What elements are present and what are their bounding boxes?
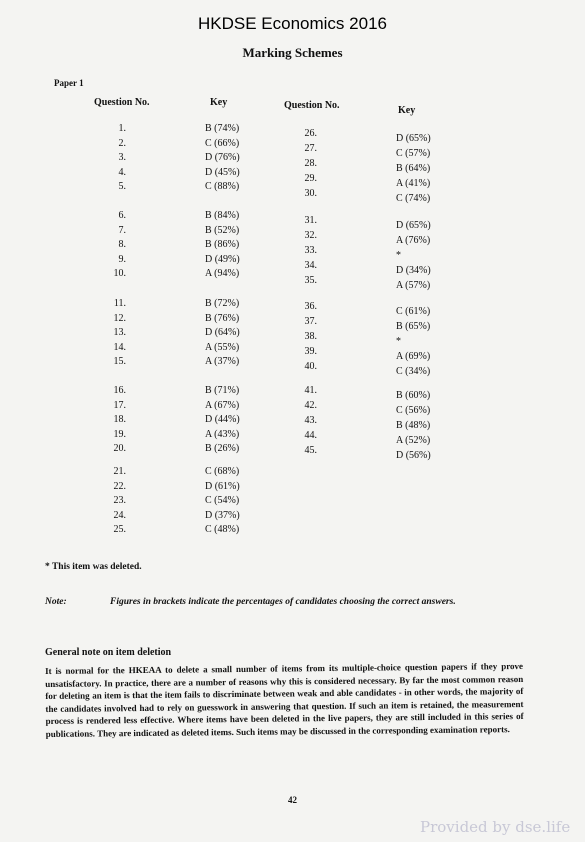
question-number: 9. (118, 253, 126, 265)
question-number: 13. (113, 327, 126, 338)
answer-key: C (54%) (205, 495, 240, 506)
answer-key: * (396, 336, 401, 348)
page-subtitle: Marking Schemes (242, 45, 343, 60)
answer-key: A (76%) (396, 235, 431, 247)
question-number: 38. (304, 331, 317, 343)
answer-key: D (64%) (205, 327, 240, 338)
answer-key: D (65%) (396, 133, 431, 144)
answer-key: C (88%) (205, 181, 240, 192)
question-number: 39. (304, 346, 317, 358)
answer-key: D (37%) (205, 509, 240, 521)
answer-key: A (43%) (205, 428, 240, 440)
question-number: 2. (118, 137, 126, 149)
answer-key: D (56%) (396, 450, 431, 462)
question-number: 40. (304, 361, 317, 373)
answer-key: * (396, 250, 401, 262)
question-number: 24. (113, 509, 126, 521)
question-number: 22. (113, 480, 126, 492)
answer-key: A (41%) (396, 178, 431, 190)
answer-key: C (34%) (396, 366, 431, 378)
answer-key: B (52%) (205, 224, 240, 236)
answer-key: A (67%) (205, 399, 240, 411)
general-note-heading: General note on item deletion (45, 647, 172, 658)
question-number: 27. (304, 143, 317, 155)
question-number: 30. (304, 188, 317, 200)
answer-key: C (68%) (205, 466, 240, 477)
question-number: 19. (113, 428, 126, 440)
question-number: 14. (113, 341, 126, 353)
question-number: 6. (118, 210, 126, 221)
question-number: 16. (113, 385, 126, 396)
answer-key: B (48%) (396, 420, 431, 432)
answer-key: A (52%) (396, 435, 431, 447)
question-number: 37. (304, 316, 317, 328)
answer-key: D (34%) (396, 265, 431, 277)
question-number: 32. (304, 230, 317, 242)
answer-key: A (94%) (205, 268, 240, 279)
question-number: 41. (304, 385, 317, 396)
answer-key: D (76%) (205, 152, 240, 163)
watermark: Provided by dse.life (420, 818, 571, 836)
answer-key: C (56%) (396, 405, 431, 417)
question-number: 28. (304, 158, 317, 170)
general-note-body: It is normal for the HKEAA to delete a small number of items from its multiple-choice question papers if they prove unsatisfactory. In practice, there are a number of reasons why this is considered necessary. By far the most common reason for deleting an item is that the item fails to discriminate between weak and able candidates - in other words, the majority of the candidates involved had to rely on guesswork in answering that question. If such an item is retained, the measurement process is rendered less effective. Where items have been deleted in the live papers, they are still included in this series of publications. They are indicated as deleted items. Such items may be discussed in the corresponding examination reports. (45, 660, 524, 739)
page-number: 42 (288, 795, 297, 805)
answer-key: C (74%) (396, 193, 431, 205)
answer-key: C (48%) (205, 524, 240, 535)
answer-key: B (71%) (205, 385, 240, 396)
question-number: 15. (113, 356, 126, 367)
paper-label: Paper 1 (54, 78, 84, 88)
answer-key: C (57%) (396, 148, 431, 160)
answer-key: B (86%) (205, 239, 240, 250)
answer-key: C (66%) (205, 137, 240, 149)
answer-key: D (44%) (205, 414, 240, 425)
question-number: 29. (304, 173, 317, 185)
answer-key: B (76%) (205, 312, 240, 324)
question-number: 26. (304, 128, 317, 139)
question-number: 43. (304, 415, 317, 427)
question-number: 34. (304, 260, 317, 272)
page-header-title: HKDSE Economics 2016 (198, 14, 387, 33)
question-number: 33. (304, 245, 317, 257)
answer-key: A (37%) (205, 356, 240, 367)
answer-key: B (64%) (396, 163, 431, 175)
question-number: 23. (113, 495, 126, 506)
answer-key: D (61%) (205, 480, 240, 492)
question-number: 1. (118, 123, 126, 134)
answer-key: C (61%) (396, 306, 431, 317)
question-number: 36. (304, 301, 317, 312)
deleted-item-footnote: * This item was deleted. (45, 562, 142, 572)
answer-key: B (74%) (205, 123, 240, 134)
answer-key: B (60%) (396, 390, 431, 401)
note-text: Figures in brackets indicate the percentages of candidates choosing the correct answers. (110, 597, 456, 607)
question-number: 42. (304, 400, 317, 412)
question-number: 4. (118, 166, 126, 178)
answer-key: B (65%) (396, 321, 431, 333)
question-number: 45. (304, 445, 317, 457)
answer-key: B (84%) (205, 210, 240, 221)
answer-key: D (65%) (396, 220, 431, 231)
question-number: 12. (113, 312, 126, 324)
right-key-header: Key (398, 105, 416, 116)
question-number: 44. (304, 430, 317, 442)
question-number: 5. (118, 181, 126, 192)
answer-key: D (45%) (205, 166, 240, 178)
question-number: 25. (113, 524, 126, 535)
answer-key: B (72%) (205, 298, 240, 309)
question-number: 21. (113, 466, 126, 477)
question-number: 31. (304, 215, 317, 226)
question-number: 11. (113, 298, 126, 309)
question-number: 35. (304, 275, 317, 287)
question-number: 8. (118, 239, 126, 250)
answer-key: A (55%) (205, 341, 240, 353)
question-number: 18. (113, 414, 126, 425)
question-number: 20. (113, 443, 126, 454)
left-question-header: Question No. (94, 97, 150, 108)
answer-key: D (49%) (205, 253, 240, 265)
answer-key: A (69%) (396, 351, 431, 363)
question-number: 17. (113, 399, 126, 411)
answer-key: A (57%) (396, 280, 431, 292)
answer-key: B (26%) (205, 443, 240, 454)
note-label: Note: (45, 597, 67, 607)
question-number: 3. (118, 152, 126, 163)
right-question-header: Question No. (284, 100, 340, 111)
question-number: 10. (113, 268, 126, 279)
left-key-header: Key (210, 97, 228, 108)
question-number: 7. (118, 224, 126, 236)
